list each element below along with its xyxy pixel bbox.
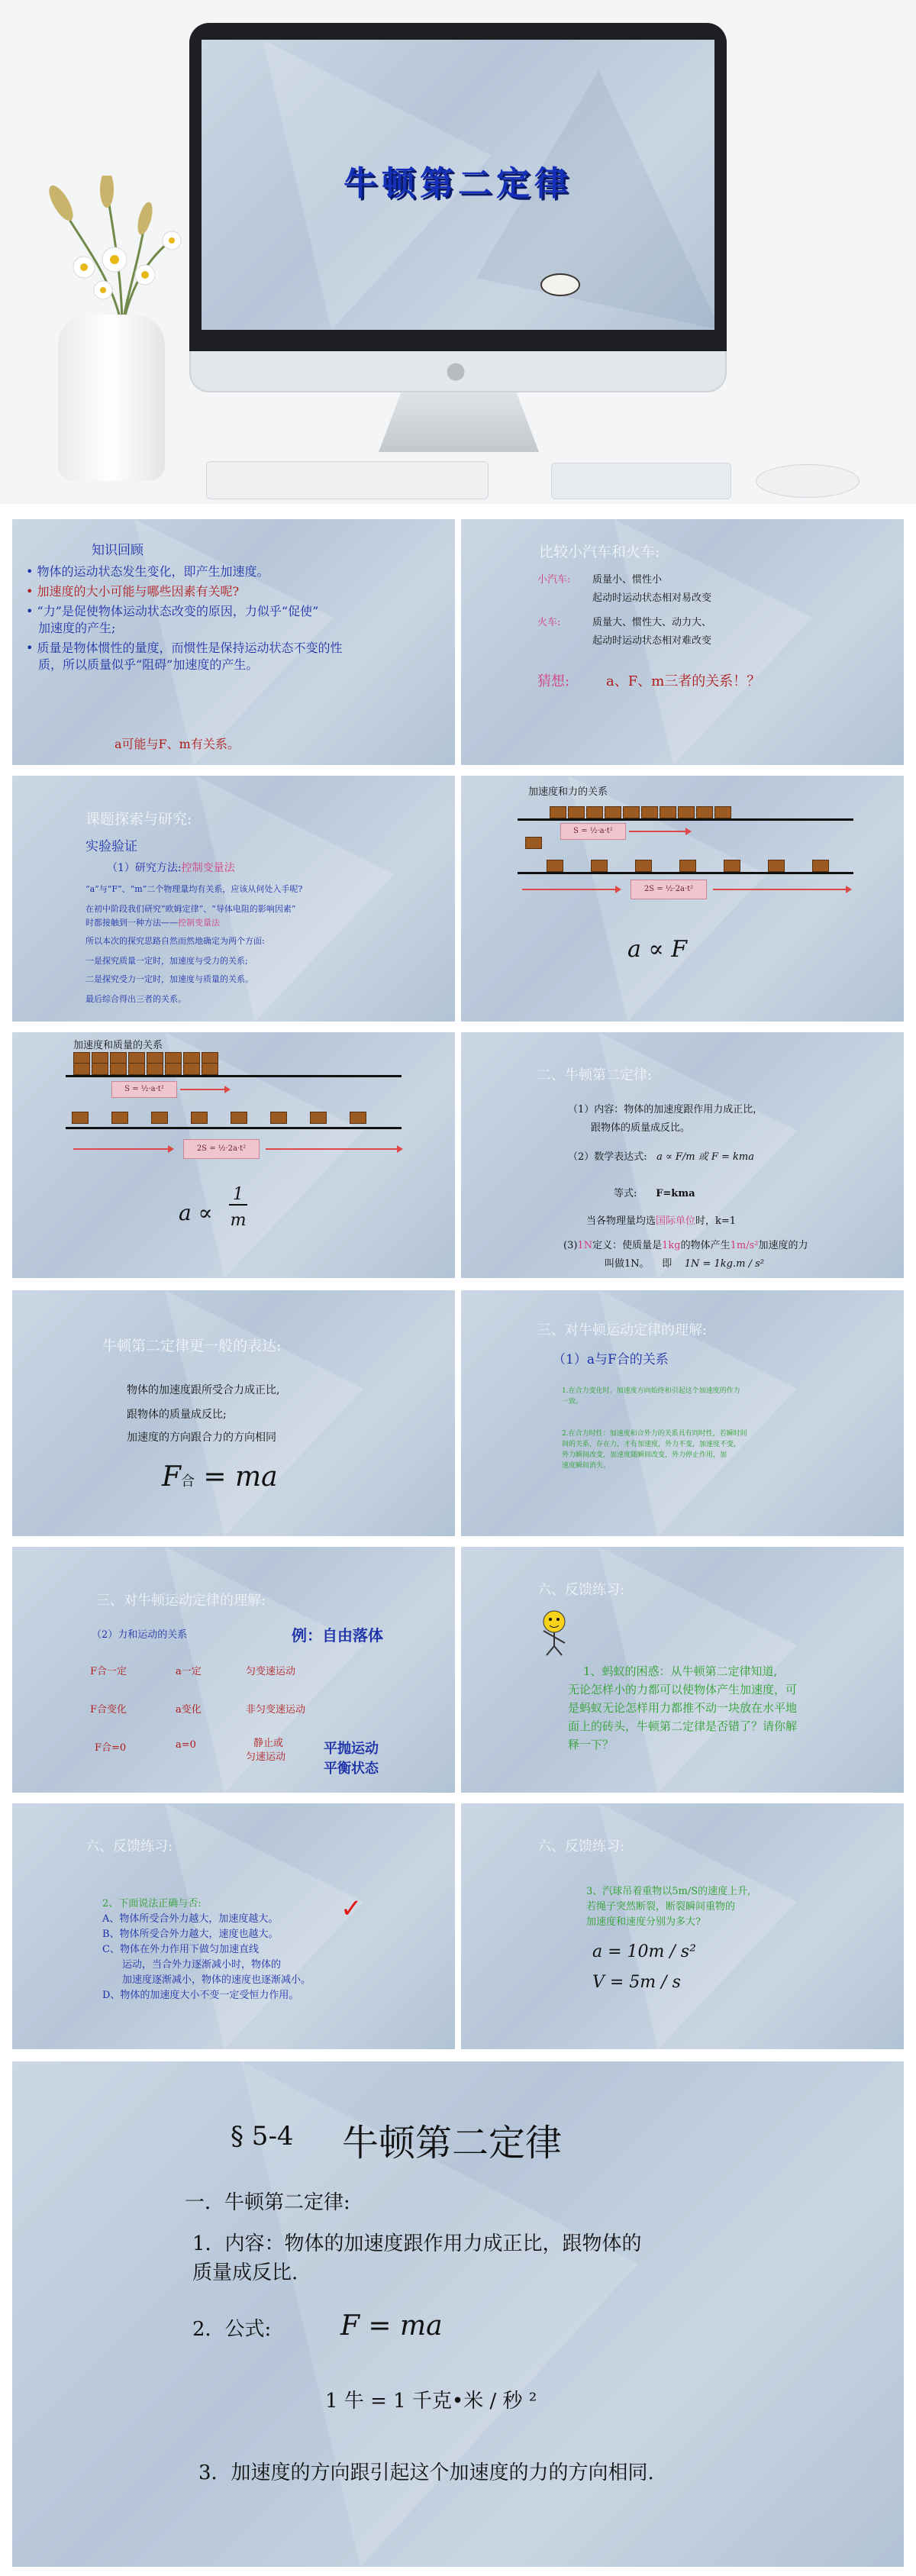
- point-1b: 一致。: [562, 1398, 583, 1406]
- bullet-4-cont: 质，所以质量似乎“阻碍”加速度的产生。: [38, 657, 259, 672]
- method-line: （1）研究方法:控制变量法: [107, 862, 235, 874]
- bullet-4: • 质量是物体惯性的量度，而惯性是保持运动状态不变的性: [26, 641, 343, 655]
- slide-understanding-2: [12, 1547, 455, 1793]
- slide-heading: 三、对牛顿运动定律的理解:: [537, 1322, 708, 1338]
- train-line-2: 起动时运动状态相对难改变: [592, 635, 712, 647]
- example-label: 例：自由落体: [292, 1626, 383, 1645]
- slide-general-expression: [12, 1290, 455, 1536]
- slide-heading: 六、反馈练习:: [537, 1582, 625, 1598]
- side-label-1: 平抛运动: [324, 1741, 379, 1757]
- point-2c: 外力瞬间改变，加速度随瞬间改变，外力停止作用，加: [562, 1451, 727, 1459]
- slide-feedback-1: [461, 1547, 904, 1793]
- diagram-label: 加速度和力的关系: [528, 786, 608, 798]
- cartoon-character-icon: [537, 1608, 571, 1657]
- bullet-3: • “力”是促使物体运动状态改变的原因，力似乎“促使”: [26, 604, 319, 618]
- option-d: D、物体的加速度大小不变一定受恒力作用。: [102, 1990, 299, 2001]
- slide-accel-force: [461, 776, 904, 1022]
- trackpad: [551, 463, 731, 499]
- row-1-motion: 匀变速运动: [246, 1666, 296, 1677]
- row-3-accel: a=0: [176, 1739, 196, 1751]
- line-3: 时都接触到一种方法——控制变量法: [85, 918, 220, 928]
- hero-scene: [0, 0, 916, 504]
- option-c-1: C、物体在外力作用下做匀加速直线: [102, 1944, 259, 1955]
- mouse: [756, 464, 860, 498]
- line-7: 叫做1N。 即 1N = 1kg.m / s²: [605, 1258, 764, 1270]
- line-2: 跟物体的质量成反比;: [127, 1409, 227, 1421]
- line-1: “a”与“F”、“m”二个物理量均有关系，应该从何处入手呢?: [85, 884, 303, 894]
- section-number: § 5-4: [231, 2121, 294, 2152]
- formula: F合 = ma: [162, 1461, 278, 1493]
- line-6: (3)1N定义：使质量是1kg的物体产生1m/s²加速度的力: [563, 1240, 808, 1251]
- slide-heading: 课题探索与研究:: [85, 811, 192, 828]
- line-7: 最后综合得出三者的关系。: [85, 994, 186, 1004]
- conclusion: a可能与F、m有关系。: [114, 737, 240, 751]
- guess-text: a、F、m三者的关系！？: [606, 673, 761, 689]
- bullet-1: • 物体的运动状态发生变化，即产生加速度。: [26, 564, 269, 579]
- option-c-3: 加速度逐渐减小，物体的速度也逐渐减小。: [122, 1974, 311, 1986]
- option-a: A、物体所受合外力越大，加速度越大。: [102, 1913, 279, 1925]
- formula-box-1: S = ½·a·t²: [111, 1081, 177, 1098]
- row-2-motion: 非匀变速运动: [246, 1704, 306, 1716]
- question-line-1: 3、汽球吊着重物以5m/S的速度上升,: [586, 1886, 751, 1897]
- keyboard: [206, 461, 489, 499]
- formula-box-2: 2S = ½·2a·t²: [183, 1139, 260, 1159]
- line-2: 在初中阶段我们研究“欧姆定律”、“导体电阻的影响因素”: [85, 904, 296, 914]
- train-line-1: 质量大、惯性大、动力大、: [592, 617, 712, 628]
- result-formula: a ∝ F: [627, 936, 688, 963]
- monitor-stand: [379, 392, 539, 452]
- line-4: 所以本次的探究思路自然而然地确定为两个方面:: [85, 936, 265, 946]
- slide-heading: 二、牛顿第二定律:: [537, 1067, 653, 1083]
- line-5: 当各物理量均选国际单位时，k=1: [586, 1215, 737, 1227]
- option-b: B、物体所受合外力越大，速度也越大。: [102, 1929, 279, 1940]
- bullet-3-cont: 加速度的产生;: [38, 621, 116, 635]
- notes-heading: 一．牛顿第二定律:: [185, 2191, 350, 2214]
- side-label-2: 平衡状态: [324, 1761, 379, 1777]
- slide-feedback-3: [461, 1803, 904, 2049]
- bullet-2: • 加速度的大小可能与哪些因素有关呢?: [26, 584, 240, 599]
- row-1-accel: a一定: [176, 1666, 202, 1677]
- slide-heading: 六、反馈练习:: [85, 1838, 173, 1855]
- slide-heading: 六、反馈练习:: [537, 1838, 625, 1855]
- question-line-5: 释一下？: [568, 1738, 614, 1751]
- notes-slide: [12, 2061, 904, 2567]
- row-3-force: F合=0: [95, 1742, 127, 1754]
- sub-heading: （1）a与F合的关系: [553, 1352, 669, 1367]
- apple-logo-icon: ●: [446, 357, 466, 384]
- option-c-2: 运动，当合外力逐渐减小时，物体的: [122, 1959, 282, 1971]
- row-1-force: F合一定: [90, 1666, 127, 1677]
- unit-definition: 1 牛 = 1 千克•米 / 秒 ²: [325, 2390, 537, 2413]
- line-3: （2）数学表达式: a ∝ F/m 或 F = kma: [568, 1151, 754, 1163]
- direction-line: 3．加速度的方向跟引起这个加速度的力的方向相同.: [198, 2461, 654, 2484]
- row-3-motion: 静止或: [253, 1738, 284, 1749]
- line-2: 跟物体的质量成反比。: [591, 1122, 691, 1134]
- slide-heading: 三、对牛顿运动定律的理解:: [96, 1593, 266, 1609]
- question-line-4: 面上的砖头，牛顿第二定律是否错了？请你解: [568, 1719, 798, 1733]
- question-line-1: 1、蚂蚁的困惑：从牛顿第二定律知道,: [583, 1664, 778, 1678]
- plant-decoration: [31, 176, 214, 328]
- slide-exploration: [12, 776, 455, 1022]
- answer-velocity: V = 5m / s: [592, 1973, 681, 1992]
- sub-heading: （2）力和运动的关系: [92, 1629, 188, 1641]
- line-5: 一是探究质量一定时，加速度与受力的关系;: [85, 956, 248, 966]
- sub-heading: 实验验证: [85, 839, 137, 854]
- slide-second-law: [461, 1032, 904, 1278]
- slide-accel-mass: [12, 1032, 455, 1278]
- result-denominator: m: [230, 1211, 247, 1230]
- slide-heading: 牛顿第二定律更一般的表达:: [102, 1338, 282, 1354]
- content-line-2: 质量成反比.: [192, 2261, 298, 2284]
- checkmark-icon: ✓: [340, 1893, 363, 1924]
- point-2a: 2.在合力时性：加速度和合外力的关系具有同时性，若瞬时间: [562, 1430, 747, 1438]
- slide-feedback-2: [12, 1803, 455, 2049]
- line-6: 二是探究受力一定时，加速度与质量的关系。: [85, 974, 253, 984]
- slide-heading: 知识回顾: [92, 543, 144, 558]
- formula-box-2: 2S = ½·2a·t²: [631, 880, 707, 899]
- vase: [58, 315, 165, 481]
- guess-label: 猜想:: [537, 673, 570, 689]
- mug-icon: [540, 273, 580, 296]
- point-2b: 间的关系，存在力，才有加速度，外力不变，加速度不变，: [562, 1441, 741, 1448]
- question-line-2: 无论怎样小的力都可以使物体产生加速度，可: [568, 1683, 798, 1696]
- formula-box-1: S = ½·a·t²: [560, 823, 626, 840]
- slide-knowledge-review: [12, 519, 455, 765]
- line-3: 加速度的方向跟合力的方向相同: [127, 1432, 276, 1444]
- slide-car-vs-train: [461, 519, 904, 765]
- formula: F = ma: [340, 2310, 443, 2342]
- result-left: a ∝: [179, 1200, 213, 1225]
- car-label: 小汽车:: [537, 574, 571, 586]
- content-line-1: 1．内容：物体的加速度跟作用力成正比，跟物体的: [192, 2232, 642, 2255]
- monitor-screen: [202, 40, 714, 330]
- car-line-2: 起动时运动状态相对易改变: [592, 592, 712, 604]
- notes-title: 牛顿第二定律: [342, 2122, 563, 2164]
- row-3-motion-cont: 匀速运动: [246, 1751, 286, 1763]
- point-2d: 速度瞬间消失。: [562, 1462, 611, 1470]
- row-2-accel: a变化: [176, 1704, 202, 1716]
- point-1a: 1.在合力变化时，加速度方向始终和引起这个加速度的作力: [562, 1387, 740, 1395]
- hero-title: 牛顿第二定律: [344, 164, 572, 203]
- question-line-2: 若绳子突然断裂，断裂瞬间重物的: [586, 1901, 736, 1913]
- line-1: （1）内容：物体的加速度跟作用力成正比，: [568, 1104, 763, 1115]
- line-1: 物体的加速度跟所受合力成正比,: [127, 1384, 280, 1396]
- slide-understanding-1: [461, 1290, 904, 1536]
- car-line-1: 质量小、惯性小: [592, 574, 663, 586]
- question-line-3: 是蚂蚁无论怎样用力都推不动一块放在水平地: [568, 1701, 798, 1715]
- question: 2、下面说法正确与否:: [102, 1898, 202, 1909]
- result-numerator: 1: [229, 1185, 247, 1206]
- question-line-3: 加速度和速度分别为多大?: [586, 1916, 701, 1928]
- formula-label: 2．公式:: [192, 2318, 272, 2341]
- row-2-force: F合变化: [90, 1704, 127, 1716]
- answer-accel: a = 10m / s²: [592, 1942, 696, 1961]
- diagram-label: 加速度和质量的关系: [73, 1040, 163, 1051]
- line-4: 等式: F=kma: [614, 1188, 695, 1199]
- train-label: 火车:: [537, 617, 561, 628]
- slide-heading: 比较小汽车和火车:: [539, 544, 660, 560]
